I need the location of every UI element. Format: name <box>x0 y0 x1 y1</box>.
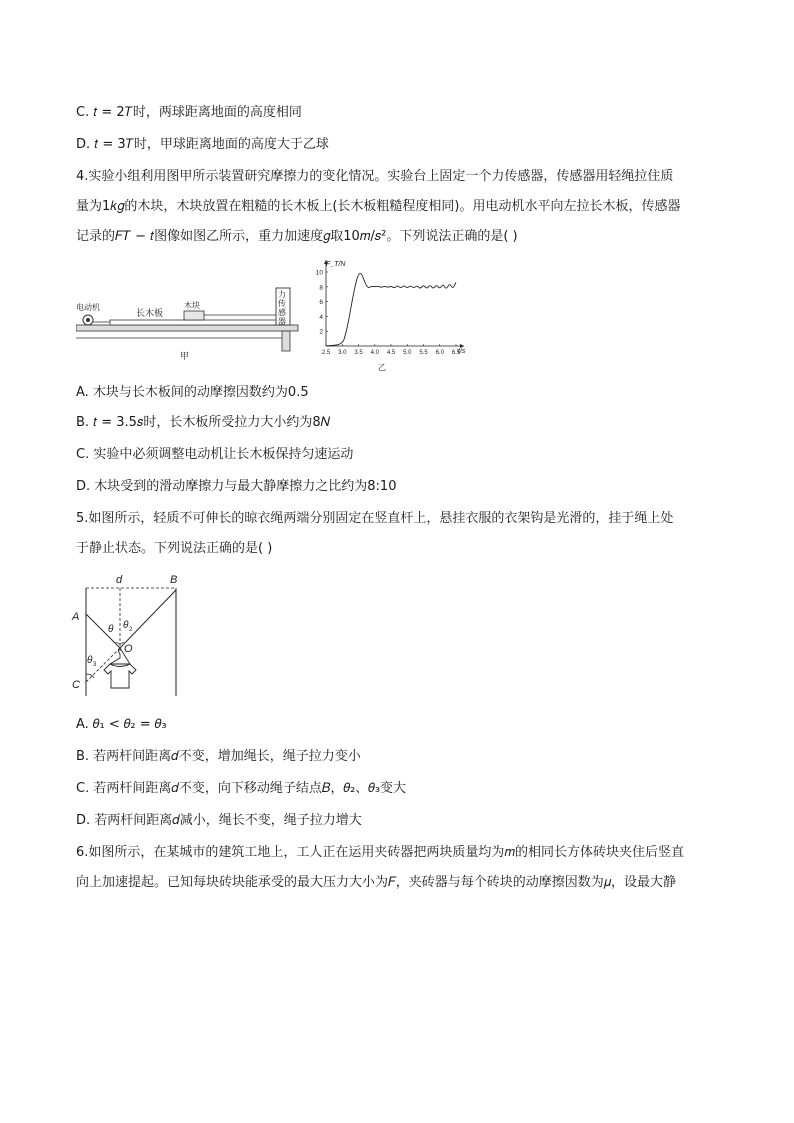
chart-y-tick-label: 8 <box>319 284 323 292</box>
sensor-char-2: 传 <box>278 299 286 308</box>
q4-figure-apparatus <box>76 268 302 368</box>
q5-stem-line1: 5.如图所示，轻质不可伸长的晾衣绳两端分别固定在竖直杆上，悬挂衣服的衣架钩是光滑的，挂于绳上处 <box>76 511 674 526</box>
wood-block <box>184 311 204 320</box>
chart-xlabel: t/s <box>458 348 466 355</box>
q5-stem-line2: 于静止状态。下列说法正确的是( ) <box>76 541 273 556</box>
q4-stem-line1: 4.实验小组利用图甲所示装置研究摩擦力的变化情况。实验台上固定一个力传感器，传感器用轻绳拉住质 <box>76 169 674 184</box>
chart-y-tick-label: 4 <box>319 313 323 321</box>
q5-option-d: D. 若两杆间距离𝑑减小，绳长不变，绳子拉力增大 <box>76 813 362 828</box>
chart-x-tick-label: 3.0 <box>338 350 347 356</box>
chart-series-line <box>326 273 456 346</box>
chart-x-tick-label: 5.0 <box>403 350 412 356</box>
sensor-char-3: 感 <box>278 308 286 317</box>
q4-option-c: C. 实验中必须调整电动机让长木板保持匀速运动 <box>76 447 354 462</box>
rope-right <box>120 590 176 648</box>
q4-option-a: A. 木块与长木板间的动摩擦因数约为0.5 <box>76 385 309 400</box>
chart-x-tick-label: 2.5 <box>321 350 331 356</box>
q5-option-a: A. 𝜃₁ < 𝜃₂ = 𝜃₃ <box>76 717 167 732</box>
sensor-char-1: 力 <box>278 290 286 299</box>
figure-caption-jia: 甲 <box>180 351 190 361</box>
chart-ylabel: F_T/N <box>326 261 346 268</box>
label-O: O <box>124 643 133 655</box>
block-label: 木块 <box>184 301 200 310</box>
q4-option-b: B. 𝑡 = 3.5𝑠时，长木板所受拉力大小约为8𝑁 <box>76 415 331 430</box>
table-leg-right <box>282 331 290 351</box>
sensor-char-4: 器 <box>278 317 286 326</box>
theta3-sub: 3 <box>93 662 97 668</box>
q4-option-d: D. 木块受到的滑动摩擦力与最大静摩擦力之比约为8:10 <box>76 479 397 494</box>
rope-left <box>86 614 120 648</box>
board-label: 长木板 <box>136 308 164 318</box>
label-C: C <box>72 679 80 691</box>
q5-option-c: C. 若两杆间距离𝑑不变，向下移动绳子结点𝐵，𝜃₂、𝜃₃变大 <box>76 781 407 796</box>
long-board <box>110 320 280 325</box>
theta2-label: θ <box>123 620 129 631</box>
table-top <box>76 325 298 331</box>
label-B: B <box>170 574 178 586</box>
q3-option-c: C. 𝑡 = 2𝑇时，两球距离地面的高度相同 <box>76 105 302 120</box>
q5-figure-clothesline <box>70 570 190 700</box>
q4-figure-chart <box>310 256 480 376</box>
shirt-icon <box>104 664 136 688</box>
label-A: A <box>72 611 80 623</box>
chart-y-tick-label: 6 <box>319 299 323 307</box>
chart-y-tick-label: 2 <box>319 328 323 336</box>
q5-option-b: B. 若两杆间距离𝑑不变，增加绳长，绳子拉力变小 <box>76 749 361 764</box>
q3-option-d: D. 𝑡 = 3𝑇时，甲球距离地面的高度大于乙球 <box>76 137 329 152</box>
q6-stem-line2: 向上加速提起。已知每块砖块能承受的最大压力大小为𝐹，夹砖器与每个砖块的动摩擦因数为𝜇，设最大静 <box>76 875 677 890</box>
motor-label: 电动机 <box>76 303 100 312</box>
chart-y-tick-label: 10 <box>315 269 323 277</box>
chart-x-tick-label: 4.0 <box>370 350 379 356</box>
chart-x-tick-label: 6.5 <box>451 350 461 356</box>
label-d: d <box>116 574 123 586</box>
theta3-label: θ <box>87 655 93 666</box>
chart-x-tick-label: 4.5 <box>386 350 396 356</box>
q6-stem-line1: 6.如图所示，在某城市的建筑工地上，工人正在运用夹砖器把两块质量均为𝑚的相同长方体砖块夹住后竖直 <box>76 845 684 860</box>
theta1-label: θ <box>108 624 114 635</box>
chart-x-tick-label: 6.0 <box>435 350 444 356</box>
theta2-sub: 2 <box>129 627 133 633</box>
chart-x-tick-label: 3.5 <box>354 350 363 356</box>
q4-stem-line3: 记录的𝐹𝑇 − 𝑡图像如图乙所示，重力加速度𝑔取10𝑚/𝑠²。下列说法正确的是( ) <box>76 229 518 244</box>
chart-x-tick-label: 5.5 <box>419 350 428 356</box>
q4-stem-line2: 量为1𝑘𝑔的木块，木块放置在粗糙的长木板上(长木板粗糙程度相同)。用电动机水平向左拉长木板，传感器 <box>76 199 681 214</box>
chart-caption-yi: 乙 <box>378 363 386 372</box>
